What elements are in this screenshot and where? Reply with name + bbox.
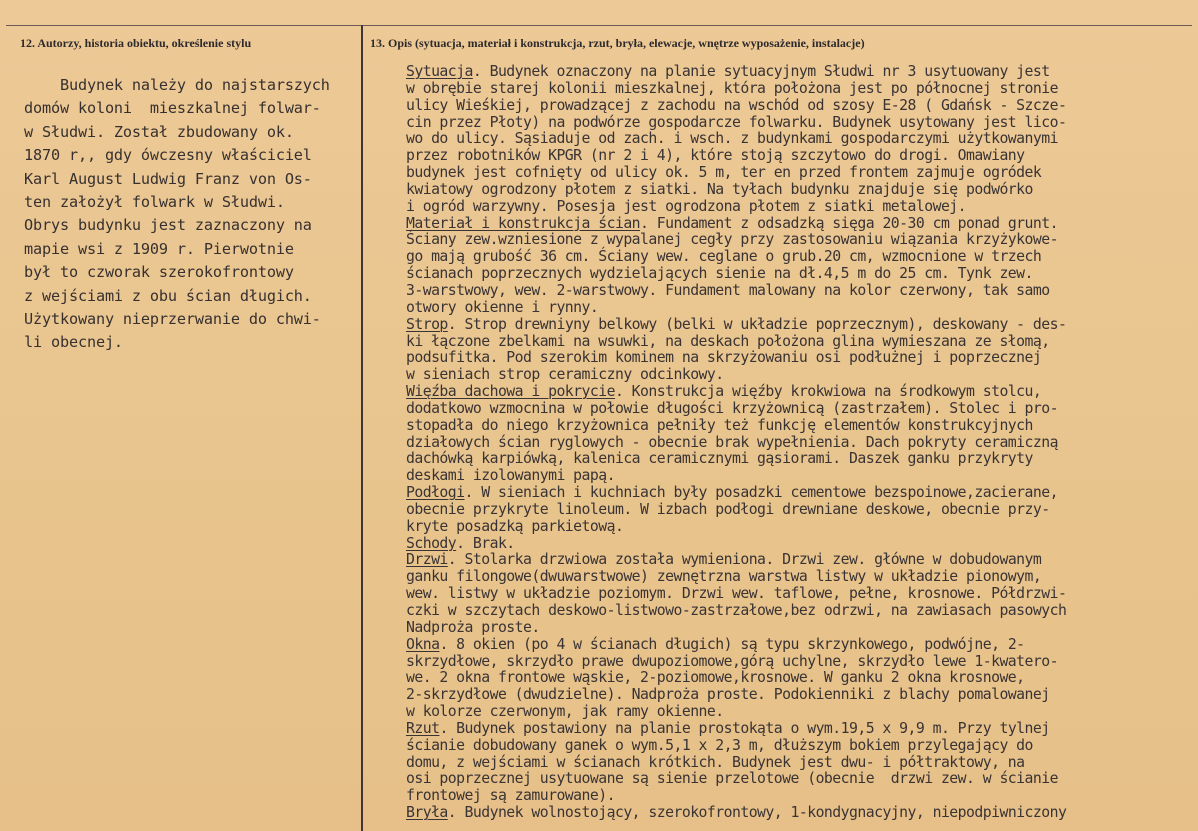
history-line: mapie wsi z 1909 r. Pierwotnie <box>24 239 294 258</box>
description-line <box>406 654 1196 671</box>
description-line <box>406 401 1196 418</box>
line-text: . Brak. <box>456 534 515 552</box>
description-line <box>406 350 1196 367</box>
line-text: w obrębie starej kolonii mieszkalnej, która położona jest po północnej stronie <box>406 79 1058 97</box>
description-line <box>406 199 1196 216</box>
line-text: otwory okienne i rynny. <box>406 298 599 316</box>
line-text: kryte posadzką parkietową. <box>406 517 624 535</box>
section-heading: Okna <box>406 635 440 653</box>
description-line <box>406 569 1196 586</box>
section-heading: Bryła <box>406 804 448 822</box>
section-line <box>406 485 1196 502</box>
description-line <box>406 586 1196 603</box>
line-text: ścianie dobudowany ganek o wym.5,1 x 2,3 m, dłuższym bokiem przylegający do <box>406 736 1033 754</box>
line-text: cin przez Płoty) na podwórze gospodarcze folwarku. Budynek usytowany jest lico- <box>406 113 1067 131</box>
description-line <box>406 502 1196 519</box>
description-line <box>406 620 1196 637</box>
line-text: wew. listwy w układzie poziomym. Drzwi wew. taflowe, pełne, krosnowe. Półdrzwi- <box>406 585 1067 603</box>
line-text: ulicy Wieśkiej, prowadzącej z zachodu na wschód od szosy E-28 ( Gdańsk - Szcze- <box>406 96 1067 114</box>
description-line <box>406 788 1196 805</box>
description-line <box>406 81 1196 98</box>
description-line <box>406 334 1196 351</box>
description-line <box>406 182 1196 199</box>
description-line <box>406 283 1196 300</box>
description-line <box>406 687 1196 704</box>
line-text: . Budynek wolnostojący, szerokofrontowy, 1-kondygnacyjny, niepodpiwniczony <box>447 804 1067 822</box>
description-line <box>406 165 1196 182</box>
section-heading: Podłogi <box>406 484 465 502</box>
description-line <box>406 670 1196 687</box>
history-line: Użytkowany nieprzerwanie do chwi- <box>24 310 321 329</box>
line-text: . Strop drewniyny belkowy (belki w układzie poprzecznym), deskowany - des- <box>447 315 1067 333</box>
description-line <box>406 755 1196 772</box>
line-text: osi poprzecznej usytuowane są sienie przelotowe (obecnie drzwi zew. w ścianie <box>406 770 1058 788</box>
history-line: 1870 r,, gdy ówczesny właściciel <box>24 146 312 165</box>
line-text: . 8 okien (po 4 w ścianach długich) są typu skrzynkowego, podwójne, 2- <box>439 635 1025 653</box>
history-line: w Słudwi. Został zbudowany ok. <box>24 122 294 141</box>
line-text: . Fundament z odsadzką sięga 20-30 cm ponad grunt. <box>640 214 1058 232</box>
description-line <box>406 148 1196 165</box>
description-line <box>406 367 1196 384</box>
line-text: wo do ulicy. Sąsiaduje od zach. i wsch. z budynkami gospodarczymi użytkowanymi <box>406 130 1058 148</box>
history-line: li obecnej. <box>24 333 123 352</box>
line-text: Nadproża proste. <box>406 618 540 636</box>
line-text: ścianach poprzecznych wydzielających sienie na dł.4,5 m do 25 cm. Tynk zew. <box>406 265 1033 283</box>
line-text: frontowej są zamurowane). <box>406 787 615 805</box>
line-text: ki łączone zbelkami na wsuwki, na deskach położona glina wymieszana ze słomą, <box>406 332 1050 350</box>
section-12-heading: 12. Autorzy, historia obiektu, określenie stylu <box>20 36 252 50</box>
line-text: domu, z wejściami w ścianach krótkich. Budynek jest dwu- i półtraktowy, na <box>406 753 1025 771</box>
line-text: czki w szczytach deskowo-listwowo-zastrzałowe,bez odrzwi, na zawiasach pasowych <box>406 602 1067 619</box>
line-text: dodatkowo wzmocnina w połowie długości krzyżownicą (zastrzałem). Stolec i pro- <box>406 399 1058 417</box>
history-line: był to czworak szerokofrontowy <box>24 263 294 282</box>
description-line <box>406 435 1196 452</box>
section-line <box>406 317 1196 334</box>
section-line <box>406 64 1196 81</box>
section-line <box>406 552 1196 569</box>
section-heading: Strop <box>406 315 448 333</box>
description-line <box>406 603 1196 620</box>
line-text: kwiatowy ogrodzony płotem z siatki. Na tyłach budynku znajduje się podwórko <box>406 180 1033 198</box>
history-line: domów koloni mieszkalnej folwar- <box>24 99 321 118</box>
line-text: budynek jest cofnięty od ulicy ok. 5 m, ter en przed frontem zajmuje ogródek <box>406 164 1042 182</box>
description-line <box>406 468 1196 485</box>
header-divider <box>6 25 1192 26</box>
description-text <box>406 64 1196 822</box>
line-text: 2-skrzydłowe (dwudzielne). Nadproża proste. Podokienniki z blachy pomalowanej <box>406 686 1050 704</box>
line-text: działowych ścian ryglowych - obecnie brak wypełnienia. Dach pokryty ceramiczną <box>406 433 1058 451</box>
line-text: dachówką karpiówką, kalenica ceramicznymi gąsiorami. Daszek ganku przykryty <box>406 450 1033 468</box>
section-line <box>406 384 1196 401</box>
section-heading: Sytuacja <box>406 63 473 80</box>
line-text: . Budynek oznaczony na planie sytuacyjnym Słudwi nr 3 usytuowany jest <box>472 63 1050 80</box>
history-line: Budynek należy do najstarszych <box>24 76 330 94</box>
history-text <box>24 74 360 355</box>
description-line <box>406 115 1196 132</box>
description-line <box>406 771 1196 788</box>
description-line <box>406 704 1196 721</box>
description-line <box>406 131 1196 148</box>
section-heading: Schody <box>406 534 457 552</box>
line-text: przez robotników KPGR (nr 2 i 4), które stoją szczytowo do drogi. Omawiany <box>406 147 1025 165</box>
history-line: z wejściami z obu ścian długich. <box>24 286 312 305</box>
line-text: deskami izolowanymi papą. <box>406 467 615 485</box>
line-text: . Budynek postawiony na planie prostokąta o wym.19,5 x 9,9 m. Przy tylnej <box>439 719 1050 737</box>
description-line <box>406 738 1196 755</box>
line-text: stopadła do niego krzyżownica pełniły też funkcję elementów konstrukcyjnych <box>406 416 1033 434</box>
line-text: w kolorze czerwonym, jak ramy okienne. <box>406 703 724 721</box>
description-line <box>406 98 1196 115</box>
column-divider <box>361 25 363 831</box>
line-text: we. 2 okna frontowe wąskie, 2-poziomowe,krosnowe. W ganku 2 okna krosnowe, <box>406 669 1025 687</box>
section-line <box>406 216 1196 233</box>
line-text: i ogród warzywny. Posesja jest ogrodzona płotem z siatki metalowej. <box>406 197 967 215</box>
description-line <box>406 418 1196 435</box>
line-text: obecnie przykryte linoleum. W izbach podłogi drewniane deskowe, obecnie przy- <box>406 500 1050 518</box>
section-heading: Drzwi <box>406 551 448 569</box>
line-text: . Konstrukcja więźby krokwiowa na środkowym stolcu, <box>614 383 1042 401</box>
history-line: ten założył folwark w Słudwi. <box>24 193 285 212</box>
history-line: Obrys budynku jest zaznaczony na <box>24 216 312 235</box>
description-line <box>406 266 1196 283</box>
line-text: . Stolarka drzwiowa została wymieniona. Drzwi zew. główne w dobudowanym <box>447 551 1042 569</box>
section-13-heading: 13. Opis (sytuacja, materiał i konstrukcja, rzut, bryła, elewacje, wnętrze wyposażenie, instalacje) <box>370 36 865 50</box>
section-line <box>406 805 1196 822</box>
section-line <box>406 721 1196 738</box>
section-line <box>406 536 1196 553</box>
description-line <box>406 519 1196 536</box>
section-line <box>406 637 1196 654</box>
line-text: Ściany zew.wzniesione z wypalanej cegły przy zastosowaniu wiązania krzyżykowe- <box>406 231 1058 249</box>
description-line <box>406 249 1196 266</box>
history-line: Karl August Ludwig Franz von Os- <box>24 169 312 188</box>
description-line <box>406 451 1196 468</box>
line-text: podsufitka. Pod szerokim kominem na skrzyżowaniu osi podłużnej i poprzecznej <box>406 349 1042 367</box>
line-text: . W sieniach i kuchniach były posadzki cementowe bezspoinowe,zacierane, <box>464 484 1058 502</box>
line-text: w sieniach strop ceramiczny odcinkowy. <box>406 366 724 384</box>
line-text: ganku filongowe(dwuwarstwowe) zewnętrzna warstwa listwy w układzie pionowym, <box>406 568 1042 586</box>
section-heading: Rzut <box>406 719 440 737</box>
line-text: go mają grubość 36 cm. Ściany wew. ceglane o grub.20 cm, wzmocnione w trzech <box>406 248 1042 266</box>
section-heading: Materiał i konstrukcja ścian <box>406 214 641 232</box>
section-heading: Więźba dachowa i pokrycie <box>406 383 615 401</box>
description-line <box>406 300 1196 317</box>
line-text: 3-warstwowy, wew. 2-warstwowy. Fundament malowany na kolor czerwony, tak samo <box>406 281 1050 299</box>
description-line <box>406 232 1196 249</box>
line-text: skrzydłowe, skrzydło prawe dwupoziomowe,górą uchylne, skrzydło lewe 1-kwatero- <box>406 652 1058 670</box>
